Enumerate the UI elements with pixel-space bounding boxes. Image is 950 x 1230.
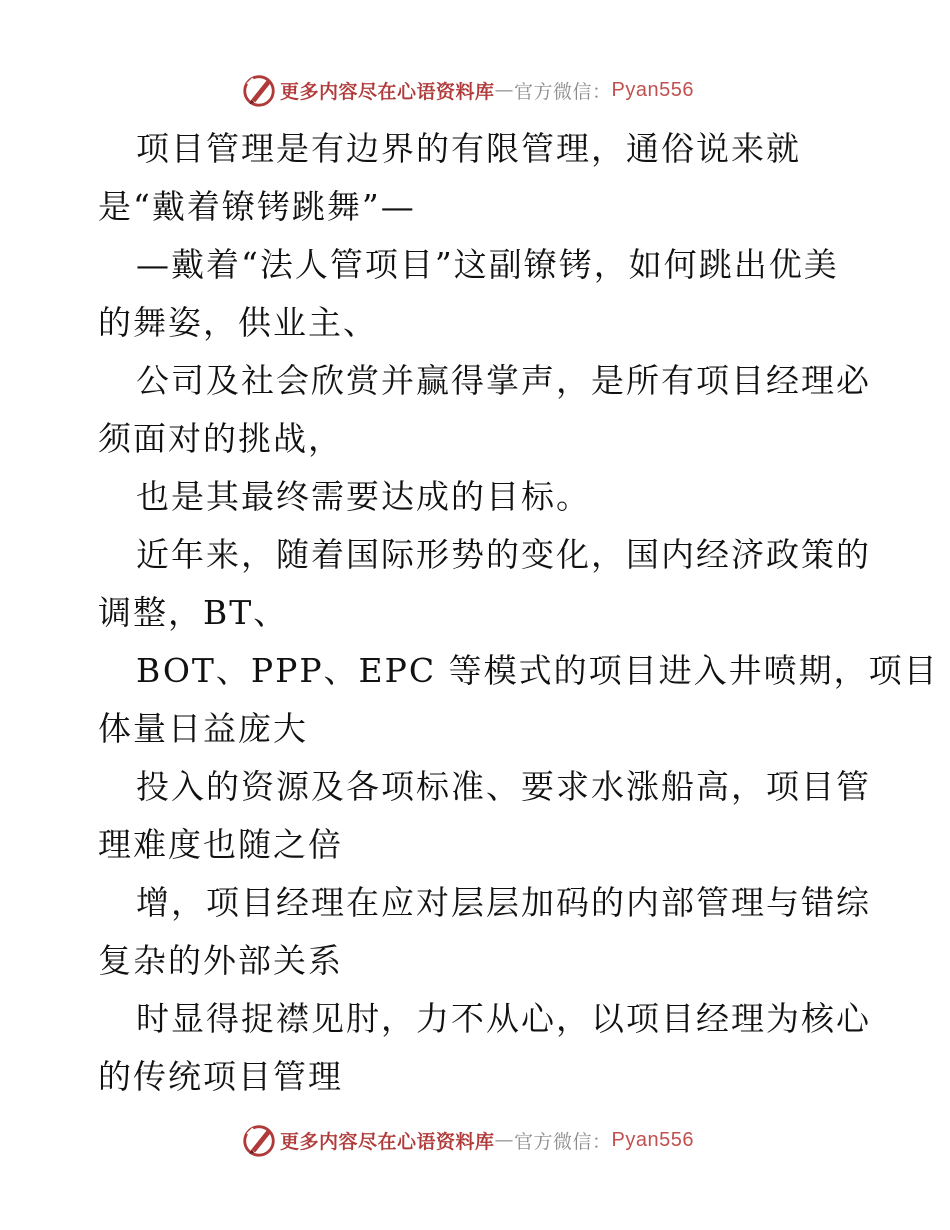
banner-wechat-id: Pyan556 bbox=[611, 78, 694, 101]
body-line: 是“戴着镣铐跳舞”— bbox=[98, 187, 416, 226]
banner-separator: — bbox=[494, 79, 515, 101]
body-line: 的舞姿，供业主、 bbox=[98, 303, 378, 342]
banner-main-text: 更多内容尽在心语资料库 bbox=[280, 80, 495, 103]
body-line: 调整，BT、 bbox=[98, 593, 289, 632]
banner-separator: — bbox=[494, 1129, 515, 1151]
body-line: 时显得捉襟见肘，力不从心，以项目经理为核心 bbox=[136, 999, 871, 1038]
pen-logo-icon bbox=[240, 71, 278, 109]
body-line: 复杂的外部关系 bbox=[98, 941, 343, 980]
body-line: 增，项目经理在应对层层加码的内部管理与错综 bbox=[136, 883, 871, 922]
banner-main-text: 更多内容尽在心语资料库 bbox=[280, 1130, 495, 1153]
footer-banner bbox=[0, 1120, 950, 1160]
body-line: 理难度也随之倍 bbox=[98, 825, 343, 864]
body-line: 投入的资源及各项标准、要求水涨船高，项目管 bbox=[136, 767, 871, 806]
body-line: 公司及社会欣赏并赢得掌声，是所有项目经理必 bbox=[136, 361, 871, 400]
document-body bbox=[98, 120, 939, 1106]
body-line: 须面对的挑战， bbox=[98, 419, 343, 458]
body-line: 也是其最终需要达成的目标。 bbox=[136, 477, 591, 516]
body-line: 项目管理是有边界的有限管理，通俗说来就 bbox=[136, 129, 801, 168]
pen-logo-icon bbox=[240, 1121, 278, 1159]
body-line: —戴着“法人管项目”这副镣铐，如何跳出优美 bbox=[136, 245, 839, 284]
body-line: BOT、PPP、EPC 等模式的项目进入井喷期，项目 bbox=[136, 651, 939, 690]
body-line: 的传统项目管理 bbox=[98, 1057, 343, 1096]
banner-wechat-label: 官方微信： bbox=[514, 80, 612, 103]
header-banner bbox=[0, 70, 950, 110]
body-line: 近年来，随着国际形势的变化，国内经济政策的 bbox=[136, 535, 871, 574]
banner-wechat-id: Pyan556 bbox=[611, 1128, 694, 1151]
banner-wechat-label: 官方微信： bbox=[514, 1130, 612, 1153]
body-line: 体量日益庞大 bbox=[98, 709, 308, 748]
